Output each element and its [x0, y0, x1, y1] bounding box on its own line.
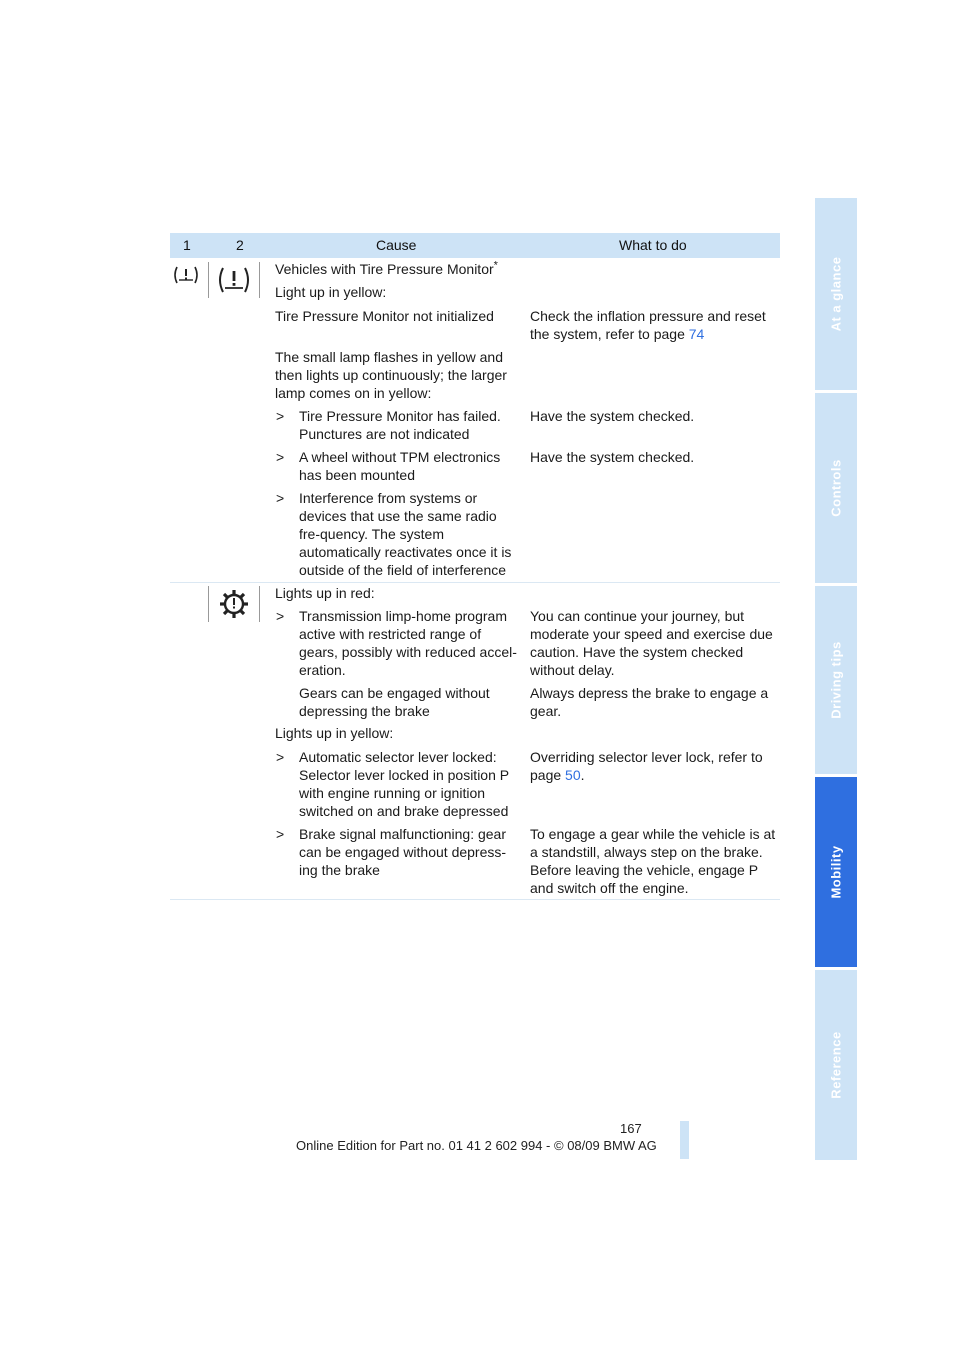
tab-reference[interactable]	[815, 970, 857, 1160]
tpm-title-text: Vehicles with Tire Pressure Monitor	[275, 261, 494, 277]
tpm-failed-cause: Tire Pressure Monitor has failed. Punctures are not indicated	[299, 408, 501, 442]
tpm-wheel-cause: A wheel without TPM electronics has been mounted	[299, 449, 501, 483]
tire-pressure-large-icon	[215, 265, 253, 295]
tab-label: Controls	[828, 459, 844, 517]
page-number: 167	[620, 1121, 642, 1136]
tpm-wheel-action: Have the system checked.	[530, 449, 695, 465]
trans-selector-action	[530, 748, 778, 784]
footer-edition: Online Edition for Part no. 01 41 2 602 994 - © 08/09 BMW AG	[296, 1138, 657, 1153]
bullet-marker: >	[276, 826, 285, 842]
option-star: *	[493, 259, 498, 272]
trans-gears-action: Always depress the brake to engage a gear.	[530, 685, 769, 719]
tpm-title	[275, 260, 498, 278]
tab-label: At a glance	[828, 256, 844, 332]
tpm-not-initialized: Tire Pressure Monitor not initialized	[275, 308, 494, 324]
row-separator	[170, 582, 780, 583]
tpm-interference-cause: Interference from systems or devices that use the same radio fre-quency. The system automatically reactivates once it is outside of the field of interference	[299, 490, 512, 578]
tab-at-a-glance[interactable]	[815, 198, 857, 390]
bullet-marker: >	[276, 608, 285, 624]
trans-gears-cause: Gears can be engaged without depressing the brake	[299, 685, 490, 719]
bullet-marker: >	[276, 408, 285, 424]
tpm-flash-text: The small lamp flashes in yellow and then lights up continuously; the larger lamp comes on in yellow:	[275, 349, 507, 401]
header-col-1: 1	[183, 237, 191, 253]
transmission-icon-box	[208, 586, 260, 622]
trans-selector-cause: Automatic selector lever locked: Selector lever locked in position P with engine running or ignition switched on and brake depressed	[299, 749, 509, 819]
tpm-failed-action: Have the system checked.	[530, 408, 695, 424]
check-action-text: Check the inflation pressure and reset the system, refer to page	[530, 308, 766, 342]
tab-controls[interactable]	[815, 393, 857, 583]
table-header	[170, 233, 780, 258]
tab-driving-tips[interactable]	[815, 586, 857, 774]
tab-label: Driving tips	[828, 641, 844, 719]
bullet-marker: >	[276, 490, 285, 506]
tab-mobility[interactable]	[815, 777, 857, 967]
tab-label: Mobility	[828, 845, 844, 899]
bullet-marker: >	[276, 449, 285, 465]
tab-label: Reference	[828, 1031, 844, 1099]
selector-action-text: Overriding selector lever lock, refer to page	[530, 749, 763, 783]
table-end-separator	[170, 899, 780, 900]
footer-accent-bar	[680, 1121, 689, 1159]
tpm-yellow-label: Light up in yellow:	[275, 284, 387, 300]
bullet-marker: >	[276, 749, 285, 765]
page-link-50[interactable]: 50	[565, 767, 581, 783]
header-col-2: 2	[236, 237, 244, 253]
tire-pressure-icon-box	[208, 262, 260, 298]
tire-pressure-small-icon	[171, 264, 201, 286]
selector-action-tail: .	[580, 767, 585, 783]
trans-limp-home-cause: Transmission limp-home program active with restricted range of gears, possibly with reduced accel-eration.	[299, 608, 517, 678]
trans-yellow-label: Lights up in yellow:	[275, 725, 394, 741]
trans-brake-action: To engage a gear while the vehicle is at a standstill, always step on the brake. Before leaving the vehicle, engage P and switch off the engine.	[530, 826, 776, 896]
trans-red-label: Lights up in red:	[275, 585, 375, 601]
gear-icon	[218, 588, 250, 620]
page-link-74[interactable]: 74	[688, 326, 705, 342]
tpm-check-action	[530, 307, 775, 343]
trans-limp-home-action: You can continue your journey, but moderate your speed and exercise due caution. Have the system checked without delay.	[530, 608, 773, 678]
header-what-to-do: What to do	[619, 237, 687, 253]
trans-brake-cause: Brake signal malfunctioning: gear can be engaged without depress-ing the brake	[299, 826, 507, 878]
header-cause: Cause	[376, 237, 417, 253]
